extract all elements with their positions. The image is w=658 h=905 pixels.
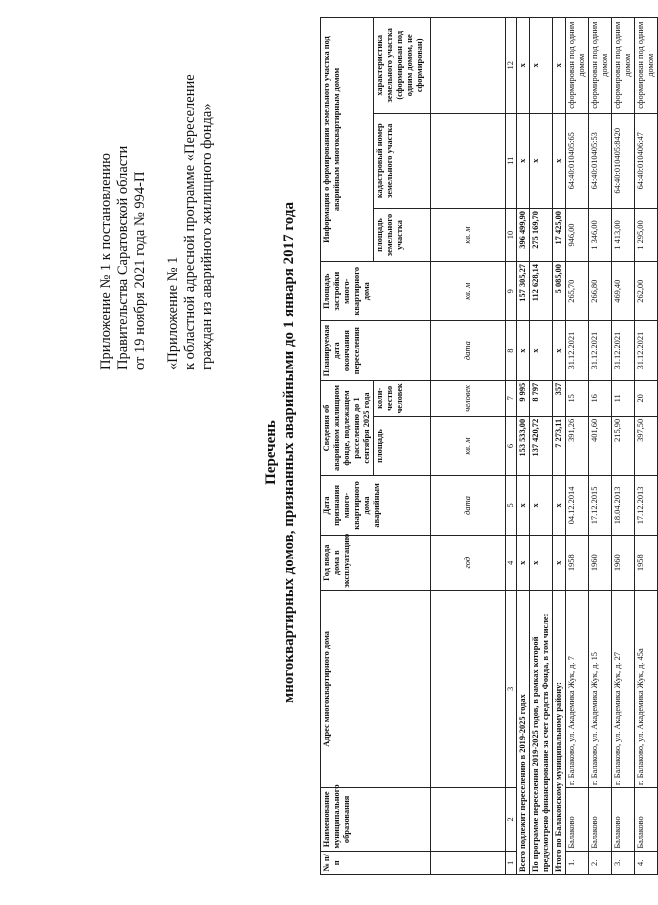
row-address: г. Балаково, ул. Академика Жук, д. 27 <box>612 590 635 787</box>
row-land-area: 1 295,00 <box>635 209 658 262</box>
table-row <box>635 18 658 875</box>
column-number: 12 <box>506 18 517 114</box>
table-row <box>566 18 589 875</box>
row-date-emergency: 17.12.2013 <box>635 476 658 535</box>
summary-area: 7 273,11 <box>553 416 566 475</box>
summary-cadastral: x <box>530 113 553 208</box>
row-building-area: 266,80 <box>589 262 612 321</box>
document-header <box>98 40 216 370</box>
row-date-plan: 31.12.2021 <box>635 321 658 380</box>
summary-building-area: 5 085,00 <box>553 262 566 321</box>
row-date-plan: 31.12.2021 <box>612 321 635 380</box>
row-area: 397,50 <box>635 416 658 475</box>
row-municipality: Балаково <box>612 788 635 852</box>
column-number: 3 <box>506 590 517 787</box>
row-municipality: Балаково <box>566 788 589 852</box>
table-row <box>589 18 612 875</box>
row-date-emergency: 17.12.2015 <box>589 476 612 535</box>
summary-people: 357 <box>553 380 566 416</box>
header-line: от 19 ноября 2021 года № 994-П <box>132 171 148 370</box>
row-year: 1958 <box>635 535 658 590</box>
row-building-area: 469,40 <box>612 262 635 321</box>
summary-land-area: 396 499,90 <box>517 209 530 262</box>
unit-blank <box>431 113 506 208</box>
header-address: Адрес многоквартирного дома <box>321 590 431 787</box>
header-land-status: характеристика земельного участка (сформирован под одним домом, не сформирован) <box>374 18 431 114</box>
header-num: № п/п <box>321 851 431 874</box>
summary-land-status: x <box>530 18 553 114</box>
row-area: 215,90 <box>612 416 635 475</box>
row-num: 3. <box>612 851 635 874</box>
row-address: г. Балаково, ул. Академика Жук, д. 7 <box>566 590 589 787</box>
summary-row-total <box>517 18 530 875</box>
row-land-status: сформирован под одним домом <box>612 18 635 114</box>
summary-area: 153 533,00 <box>517 416 530 475</box>
row-land-status: сформирован под одним домом <box>635 18 658 114</box>
column-number: 8 <box>506 321 517 380</box>
header-municipality: Наименование муниципального образования <box>321 788 431 852</box>
header-spacer <box>149 40 165 370</box>
summary-date: x <box>553 476 566 535</box>
row-people: 11 <box>612 380 635 416</box>
summary-people: 9 995 <box>517 380 530 416</box>
summary-building-area: 112 628,14 <box>530 262 553 321</box>
row-year: 1960 <box>589 535 612 590</box>
column-number: 7 <box>506 380 517 416</box>
summary-label: Итого по Балаковскому муниципальному району: <box>553 590 566 874</box>
unit-land-area: кв. м <box>431 209 506 262</box>
row-date-plan: 31.12.2021 <box>566 321 589 380</box>
header-land-group: Информация о формировании земельного участка под аварийным многоквартирным домом <box>321 18 374 262</box>
summary-date: x <box>517 476 530 535</box>
row-land-area: 1 346,00 <box>589 209 612 262</box>
row-num: 4. <box>635 851 658 874</box>
summary-label: Всего подлежит переселению в 2019-2025 годах <box>517 590 530 874</box>
unit-date: дата <box>431 321 506 380</box>
summary-year: x <box>530 535 553 590</box>
row-cadastral: 64:40:010405:65 <box>566 113 589 208</box>
row-building-area: 262,00 <box>635 262 658 321</box>
header-building-area: Площадь застройки много-квартирного дома <box>321 262 431 321</box>
row-num: 2. <box>589 851 612 874</box>
summary-land-status: x <box>517 18 530 114</box>
table-row <box>612 18 635 875</box>
summary-row-district <box>553 18 566 875</box>
row-area: 401,60 <box>589 416 612 475</box>
title-line-2: многоквартирных домов, признанных аварийными до 1 января 2017 года <box>281 202 297 703</box>
unit-date: дата <box>431 476 506 535</box>
summary-land-area: 17 425,00 <box>553 209 566 262</box>
header-cadastral: кадастровый номер земельного участка <box>374 113 431 208</box>
column-number: 1 <box>506 851 517 874</box>
row-date-emergency: 04.12.2014 <box>566 476 589 535</box>
column-number: 5 <box>506 476 517 535</box>
document-title <box>262 0 298 905</box>
row-address: г. Балаково, ул. Академика Жук, д. 15 <box>589 590 612 787</box>
summary-land-status: x <box>553 18 566 114</box>
emergency-houses-table <box>320 17 658 875</box>
unit-people: человек <box>431 380 506 416</box>
row-address: г. Балаково, ул. Академика Жук, д. 45а <box>635 590 658 787</box>
row-people: 15 <box>566 380 589 416</box>
unit-blank <box>431 788 506 852</box>
row-land-status: сформирован под одним домом <box>566 18 589 114</box>
header-line: граждан из аварийного жилищного фонда» <box>199 103 215 370</box>
summary-date: x <box>530 476 553 535</box>
summary-cadastral: x <box>517 113 530 208</box>
row-area: 391,26 <box>566 416 589 475</box>
row-municipality: Балаково <box>635 788 658 852</box>
unit-blank <box>431 18 506 114</box>
row-land-area: 1 413,00 <box>612 209 635 262</box>
header-info-group: Сведения об аварийном жилищном фонде, подлежащем расселению до 1 сентября 2025 года <box>321 380 374 475</box>
row-people: 20 <box>635 380 658 416</box>
summary-date-plan: x <box>553 321 566 380</box>
unit-blank <box>431 590 506 787</box>
row-cadastral: 64:40:010405:53 <box>589 113 612 208</box>
unit-blank <box>431 851 506 874</box>
row-land-area: 946,00 <box>566 209 589 262</box>
header-line: «Приложение № 1 <box>165 256 181 370</box>
row-cadastral: 64:40:010406:47 <box>635 113 658 208</box>
unit-building-area: кв. м <box>431 262 506 321</box>
summary-label: По программе переселения 2019-2025 годов, в рамках которой предусмотрено финансирование за счет средств Фонда, в том числе: <box>530 590 553 874</box>
summary-year: x <box>517 535 530 590</box>
header-area: площадь <box>374 416 431 475</box>
row-land-status: сформирован под одним домом <box>589 18 612 114</box>
header-line: к областной адресной программе «Переселение <box>182 74 198 370</box>
summary-area: 137 420,72 <box>530 416 553 475</box>
row-year: 1958 <box>566 535 589 590</box>
summary-date-plan: x <box>517 321 530 380</box>
header-line: Правительства Саратовской области <box>115 145 131 370</box>
row-num: 1. <box>566 851 589 874</box>
row-building-area: 265,70 <box>566 262 589 321</box>
column-number: 10 <box>506 209 517 262</box>
summary-cadastral: x <box>553 113 566 208</box>
row-cadastral: 64:40:010405:8420 <box>612 113 635 208</box>
header-date-emergency: Дата признания много-квартирного дома аварийным <box>321 476 431 535</box>
header-people: коли-чество человек <box>374 380 431 416</box>
header-line: Приложение № 1 к постановлению <box>98 153 114 370</box>
row-people: 16 <box>589 380 612 416</box>
summary-land-area: 275 169,70 <box>530 209 553 262</box>
summary-date-plan: x <box>530 321 553 380</box>
header-year: Год ввода дома в эксплуатацию <box>321 535 431 590</box>
summary-year: x <box>553 535 566 590</box>
header-date-plan: Планируемая дата окончания переселения <box>321 321 431 380</box>
column-number: 9 <box>506 262 517 321</box>
unit-year: год <box>431 535 506 590</box>
row-date-plan: 31.12.2021 <box>589 321 612 380</box>
summary-row-program <box>530 18 553 875</box>
column-number: 2 <box>506 788 517 852</box>
row-municipality: Балаково <box>589 788 612 852</box>
unit-area: кв. м <box>431 416 506 475</box>
column-number: 6 <box>506 416 517 475</box>
summary-people: 8 797 <box>530 380 553 416</box>
row-year: 1960 <box>612 535 635 590</box>
column-number: 4 <box>506 535 517 590</box>
title-line-1: Перечень <box>263 420 279 485</box>
summary-building-area: 157 305,27 <box>517 262 530 321</box>
column-number: 11 <box>506 113 517 208</box>
row-date-emergency: 18.04.2013 <box>612 476 635 535</box>
header-land-area: площадь земельного участка <box>374 209 431 262</box>
